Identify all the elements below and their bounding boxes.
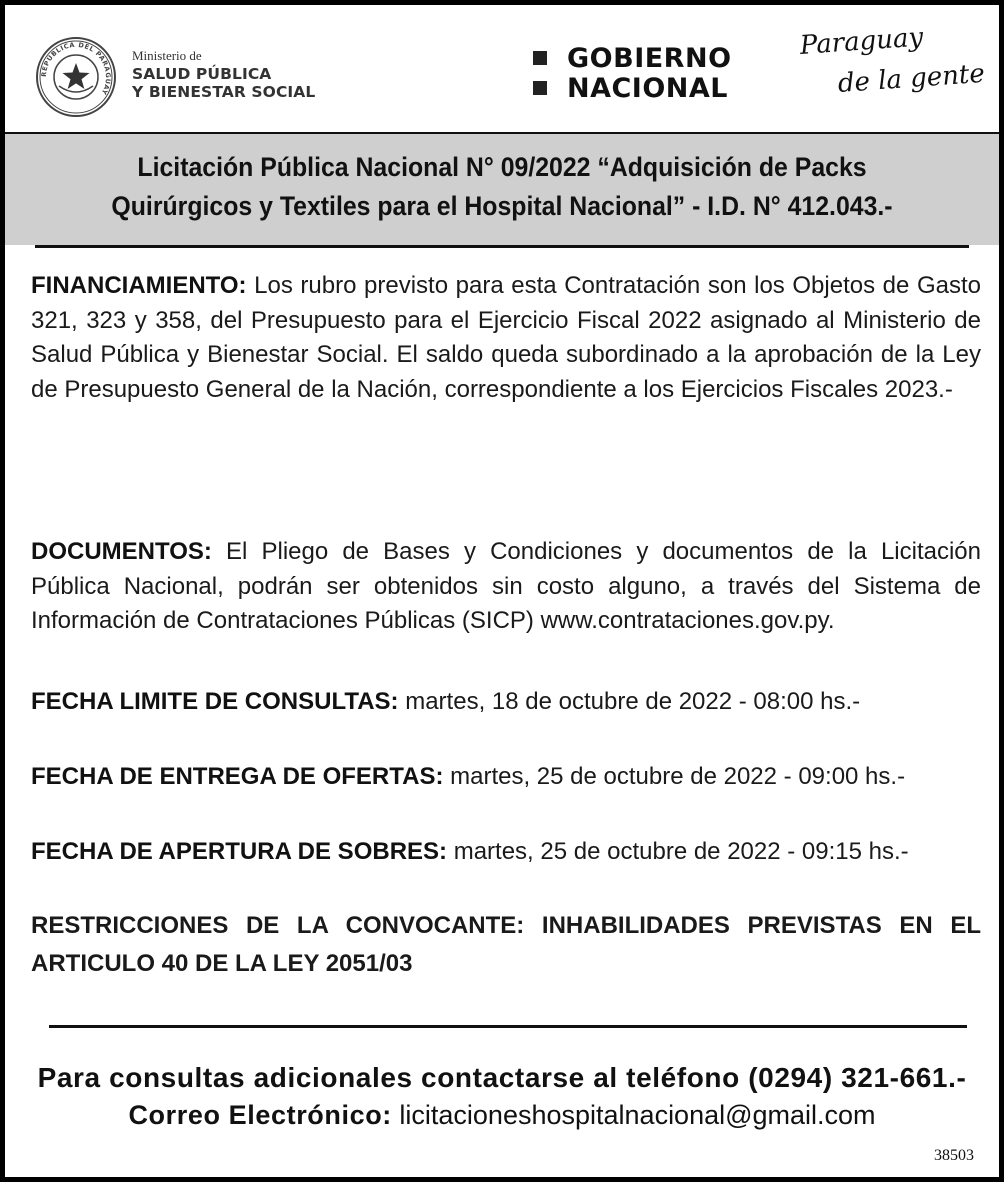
title-band bbox=[5, 132, 999, 245]
notice-title bbox=[63, 148, 941, 226]
documents-section bbox=[31, 535, 981, 639]
documents-text: El Pliego de Bases y Condiciones y documentos de la Licitación Pública Nacional, podrán ser obtenidos sin costo alguno, a través del Sistema de Información de Contrataciones Públicas (SICP) www.contrataciones.gov.py. bbox=[31, 538, 981, 634]
square-bullet-icon bbox=[533, 51, 547, 65]
contact-email bbox=[5, 1100, 999, 1131]
divider bbox=[35, 245, 969, 248]
ministry-prefix: Ministerio de bbox=[132, 48, 202, 63]
date-opening bbox=[31, 835, 981, 870]
date-value: martes, 25 de octubre de 2022 - 09:00 hs.- bbox=[443, 763, 906, 790]
square-bullet-icon bbox=[533, 81, 547, 95]
slogan-line1: Paraguay bbox=[798, 22, 925, 61]
government-logo bbox=[533, 43, 732, 103]
email-label: Correo Electrónico: bbox=[128, 1100, 392, 1130]
date-label: FECHA LIMITE DE CONSULTAS: bbox=[31, 688, 399, 715]
email-address: licitacioneshospitalnacional@gmail.com bbox=[391, 1100, 876, 1130]
restrictions-section bbox=[31, 907, 981, 983]
restrictions-line2: ARTICULO 40 DE LA LEY 2051/03 bbox=[31, 950, 413, 977]
date-consultations bbox=[31, 685, 981, 720]
contact-phone: Para consultas adicionales contactarse al teléfono (0294) 321-661.- bbox=[37, 1062, 967, 1093]
date-value: martes, 25 de octubre de 2022 - 09:15 hs.- bbox=[447, 838, 909, 865]
divider bbox=[49, 1025, 967, 1028]
financing-label: FINANCIAMIENTO: bbox=[31, 272, 247, 299]
financing-text: Los rubro previsto para esta Contratación son los Objetos de Gasto 321, 323 y 358, del Presupuesto para el Ejercicio Fiscal 2022 asignado al Ministerio de Salud Pública y Bienestar Social. El saldo queda subordinado a la aprobación de la Ley de Presupuesto General de la Nación, correspondiente a los Ejercicios Fiscales 2023.- bbox=[31, 272, 981, 403]
date-value: martes, 18 de octubre de 2022 - 08:00 hs.- bbox=[398, 688, 861, 715]
documents-label: DOCUMENTOS: bbox=[31, 538, 212, 565]
ministry-name-line2: Y BIENESTAR SOCIAL bbox=[132, 82, 316, 101]
ministry-logo bbox=[132, 49, 315, 102]
financing-section bbox=[31, 269, 981, 407]
ad-code: 38503 bbox=[934, 1147, 974, 1164]
gov-line2: NACIONAL bbox=[567, 72, 729, 104]
date-label: FECHA DE ENTREGA DE OFERTAS: bbox=[31, 763, 444, 790]
slogan-line2: de la gente bbox=[836, 58, 986, 99]
ministry-name-line1: SALUD PÚBLICA bbox=[132, 65, 272, 83]
slogan-logo bbox=[798, 22, 986, 99]
title-line2: Quirúrgicos y Textiles para el Hospital Nacional” - I.D. N° 412.043.- bbox=[111, 191, 893, 221]
date-offers bbox=[31, 760, 981, 795]
svg-text:REPÚBLICA DEL PARAGUAY: REPÚBLICA DEL PARAGUAY bbox=[39, 40, 113, 97]
restrictions-line1: RESTRICCIONES DE LA CONVOCANTE: INHABILIDADES PREVISTAS EN EL bbox=[31, 912, 981, 939]
national-seal-icon bbox=[35, 36, 117, 118]
gov-line1: GOBIERNO bbox=[567, 42, 732, 74]
date-label: FECHA DE APERTURA DE SOBRES: bbox=[31, 838, 448, 865]
title-line1: Licitación Pública Nacional N° 09/2022 “Adquisición de Packs bbox=[137, 152, 867, 182]
